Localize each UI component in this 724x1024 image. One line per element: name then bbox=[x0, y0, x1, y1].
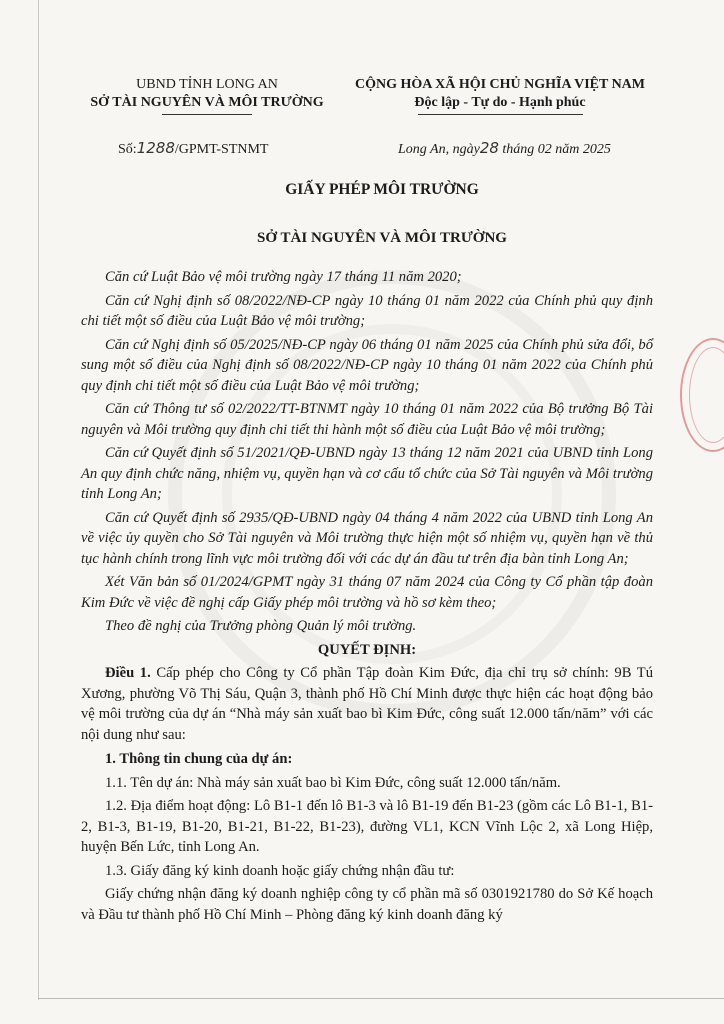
department-name: SỞ TÀI NGUYÊN VÀ MÔI TRƯỜNG bbox=[90, 95, 324, 110]
project-info-item: 1.2. Địa điểm hoạt động: Lô B1-1 đến lô B1-3 và lô B1-19 đến B1-23 (gồm các Lô B1-1, B1-2, B1-3, B1-19, B1-20, B1-21, B1-22, B1-23), đường VL1, KCN Vĩnh Lộc 2, xã Long Hiệp, huyện Bến Lức, tỉnh Long An. bbox=[81, 798, 653, 855]
legal-basis: Căn cứ Thông tư số 02/2022/TT-BTNMT ngày 10 tháng 01 năm 2022 của Bộ trưởng Bộ Tài nguyên và Môi trường quy định chi tiết thi hành một số điều của Luật Bảo vệ môi trường; bbox=[81, 401, 653, 438]
article-1 bbox=[81, 663, 653, 745]
handwritten-day: 28 bbox=[479, 139, 499, 157]
project-info-item: 1.1. Tên dự án: Nhà máy sản xuất bao bì Kim Đức, công suất 12.000 tấn/năm. bbox=[105, 774, 561, 791]
scan-edge-bottom bbox=[38, 998, 724, 999]
province-name: UBND TỈNH LONG AN bbox=[136, 77, 278, 92]
scan-edge bbox=[38, 0, 39, 1000]
legal-basis: Căn cứ Nghị định số 05/2025/NĐ-CP ngày 06 tháng 01 năm 2025 của Chính phủ sửa đổi, bổ sung một số điều của Nghị định số 08/2022/NĐ-CP ngày 10 tháng 01 năm 2022 của Chính phủ quy định chi tiết một số điều của Luật Bảo vệ môi trường; bbox=[81, 336, 653, 394]
project-info-item: 1.3. Giấy đăng ký kinh doanh hoặc giấy chứng nhận đầu tư: bbox=[105, 862, 455, 879]
national-motto: Độc lập - Tự do - Hạnh phúc bbox=[414, 95, 586, 110]
red-seal-stamp bbox=[680, 338, 724, 452]
legal-basis: Căn cứ Quyết định số 2935/QĐ-UBND ngày 04 tháng 4 năm 2022 của UBND tỉnh Long An về việc ủy quyền cho Sở Tài nguyên và Môi trường thực hiện một số nhiệm vụ, quyền hạn về thủ tục hành chính trong lĩnh vực môi trường đối với các dự án đầu tư trên địa bàn tỉnh Long An; bbox=[81, 509, 653, 567]
header-underline-right bbox=[418, 114, 583, 115]
document-date bbox=[398, 139, 611, 158]
document-body bbox=[81, 267, 653, 928]
national-title: CỘNG HÒA XÃ HỘI CHỦ NGHĨA VIỆT NAM bbox=[354, 77, 645, 92]
handwritten-number: 1288 bbox=[136, 139, 175, 157]
legal-basis: Xét Văn bản số 01/2024/GPMT ngày 31 tháng 07 năm 2024 của Công ty Cổ phần tập đoàn Kim Đức về việc đề nghị cấp Giấy phép môi trường và hồ sơ kèm theo; bbox=[81, 574, 653, 611]
project-info-item: Giấy chứng nhận đăng ký doanh nghiệp công ty cổ phần mã số 0301921780 do Sở Kế hoạch và Đầu tư thành phố Hồ Chí Minh – Phòng đăng ký kinh doanh đăng ký bbox=[81, 886, 653, 923]
legal-basis: Theo đề nghị của Trưởng phòng Quản lý môi trường. bbox=[105, 618, 417, 634]
number-suffix: /GPMT-STNMT bbox=[174, 142, 269, 157]
issuer-header bbox=[82, 76, 332, 112]
article-1-text: Cấp phép cho Công ty Cổ phần Tập đoàn Kim Đức, địa chỉ trụ sở chính: 9B Tú Xương, phường Võ Thị Sáu, Quận 3, thành phố Hồ Chí Minh được thực hiện các hoạt động bảo vệ môi trường của dự án “Nhà máy sản xuất bao bì Kim Đức, công suất 12.000 tấn/năm” với các nội dung như sau: bbox=[81, 665, 654, 743]
date-suffix: tháng 02 năm 2025 bbox=[498, 142, 611, 157]
header-underline-left bbox=[162, 114, 252, 115]
decision-heading: QUYẾT ĐỊNH: bbox=[317, 641, 417, 658]
number-prefix: Số: bbox=[118, 142, 137, 157]
legal-basis: Căn cứ Luật Bảo vệ môi trường ngày 17 tháng 11 năm 2020; bbox=[105, 269, 462, 285]
legal-basis: Căn cứ Quyết định số 51/2021/QĐ-UBND ngày 13 tháng 12 năm 2021 của UBND tỉnh Long An quy định chức năng, nhiệm vụ, quyền hạn và cơ cấu tổ chức của Sở Tài nguyên và Môi trường tỉnh Long An; bbox=[81, 445, 653, 502]
date-prefix: Long An, ngày bbox=[398, 142, 480, 157]
legal-basis: Căn cứ Nghị định số 08/2022/NĐ-CP ngày 10 tháng 01 năm 2022 của Chính phủ quy định chi tiết một số điều của Luật Bảo vệ môi trường; bbox=[81, 292, 653, 329]
document-number bbox=[118, 139, 269, 158]
national-header bbox=[335, 76, 665, 112]
article-1-label: Điều 1. bbox=[105, 665, 151, 681]
document-title: GIẤY PHÉP MÔI TRƯỜNG bbox=[285, 181, 479, 198]
issuing-authority: SỞ TÀI NGUYÊN VÀ MÔI TRƯỜNG bbox=[257, 230, 507, 246]
section-1-heading: 1. Thông tin chung của dự án: bbox=[105, 751, 293, 767]
